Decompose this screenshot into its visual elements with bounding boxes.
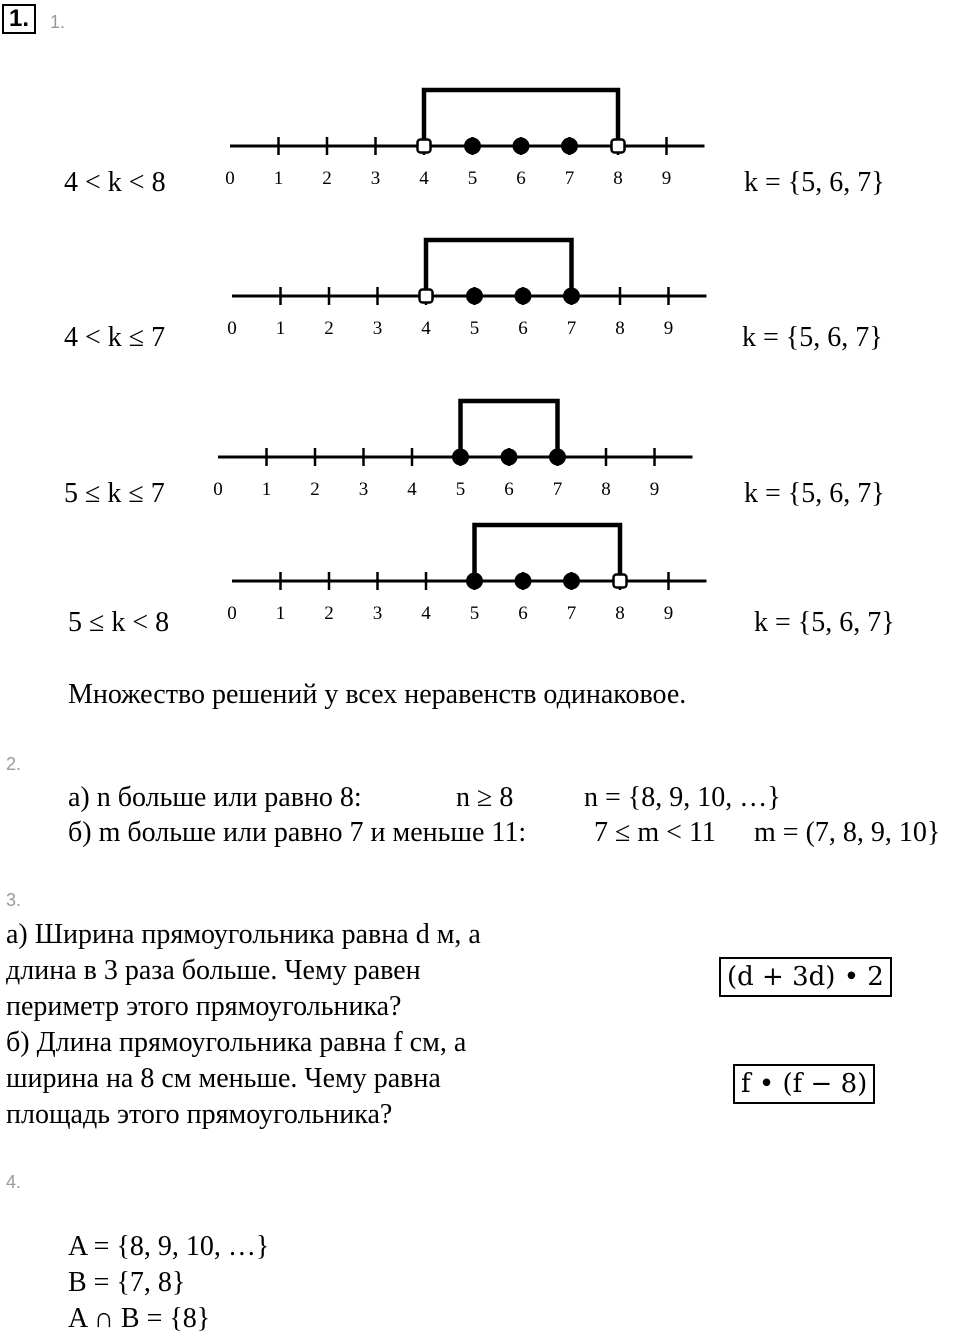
task-2a-inequality: n ≥ 8 [456, 782, 514, 813]
tick-label-0: 0 [227, 318, 237, 339]
filled-point-5 [464, 138, 481, 155]
tick-label-9: 9 [663, 603, 674, 624]
task-2a-text: а) n больше или равно 8: [68, 782, 362, 813]
set-b: B = {7, 8} [68, 1267, 186, 1298]
tick-label-1: 1 [273, 168, 284, 189]
open-point-8 [614, 575, 627, 588]
set-intersection: A ∩ B = {8} [68, 1303, 211, 1334]
tick-label-4: 4 [419, 168, 429, 189]
formula-perimeter: (d + 3d) • 2 [719, 957, 892, 997]
tick-label-3: 3 [370, 168, 381, 189]
filled-point-5 [466, 573, 483, 590]
tick-label-8: 8 [615, 603, 625, 624]
task-3b-line-2: ширина на 8 см меньше. Чему равна [6, 1063, 441, 1094]
tick-label-0: 0 [225, 168, 235, 189]
task-2a-set: n = {8, 9, 10, …} [584, 782, 781, 813]
tick-label-9: 9 [649, 479, 660, 500]
number-line-3 [213, 397, 706, 512]
tick-label-5: 5 [467, 168, 478, 189]
tick-label-0: 0 [213, 479, 223, 500]
filled-point-6 [513, 138, 530, 155]
task-3b-line-3: площадь этого прямоугольника? [6, 1099, 393, 1130]
tick-label-5: 5 [469, 318, 480, 339]
number-line-2 [227, 236, 720, 351]
tick-label-5: 5 [455, 479, 466, 500]
tick-label-4: 4 [421, 603, 431, 624]
tick-label-1: 1 [275, 318, 286, 339]
task-number-box: 1. [2, 4, 36, 34]
tick-label-7: 7 [566, 318, 577, 339]
inequality-text: 4 < k ≤ 7 [64, 322, 166, 353]
tick-label-8: 8 [613, 168, 623, 189]
tick-label-2: 2 [310, 479, 320, 500]
task-2-number: 2. [6, 754, 22, 774]
open-point-4 [420, 290, 433, 303]
formula-area: f • (f − 8) [733, 1064, 875, 1104]
tick-label-7: 7 [566, 603, 577, 624]
task-4-number: 4. [6, 1172, 22, 1192]
task-1-number: 1. [50, 12, 66, 32]
tick-label-9: 9 [663, 318, 674, 339]
tick-label-6: 6 [518, 318, 528, 339]
set-a: A = {8, 9, 10, …} [68, 1231, 270, 1262]
tick-label-8: 8 [601, 479, 611, 500]
inequality-text: 5 ≤ k < 8 [68, 607, 170, 638]
result-set: k = {5, 6, 7} [742, 322, 883, 353]
open-point-8 [612, 140, 625, 153]
open-point-4 [418, 140, 431, 153]
tick-label-5: 5 [469, 603, 480, 624]
result-set: k = {5, 6, 7} [754, 607, 895, 638]
tick-label-4: 4 [407, 479, 417, 500]
task-3a-line-2: длина в 3 раза больше. Чему равен [6, 955, 421, 986]
number-line-1 [225, 86, 718, 201]
filled-point-5 [466, 288, 483, 305]
tick-label-6: 6 [504, 479, 514, 500]
conclusion-text: Множество решений у всех неравенств одинаковое. [68, 679, 687, 710]
tick-label-3: 3 [358, 479, 369, 500]
tick-label-8: 8 [615, 318, 625, 339]
task-2b-text: б) m больше или равно 7 и меньше 11: [68, 817, 527, 848]
tick-label-0: 0 [227, 603, 237, 624]
filled-point-7 [563, 288, 580, 305]
tick-label-4: 4 [421, 318, 431, 339]
result-set: k = {5, 6, 7} [744, 478, 885, 509]
tick-label-9: 9 [661, 168, 672, 189]
filled-point-7 [563, 573, 580, 590]
tick-label-1: 1 [261, 479, 272, 500]
inequality-text: 5 ≤ k ≤ 7 [64, 478, 165, 509]
tick-label-3: 3 [372, 603, 383, 624]
task-2b-inequality: 7 ≤ m < 11 [594, 817, 716, 848]
filled-point-7 [549, 449, 566, 466]
filled-point-5 [452, 449, 469, 466]
number-line-4 [227, 521, 720, 636]
tick-label-7: 7 [564, 168, 575, 189]
task-3a-line-3: периметр этого прямоугольника? [6, 991, 402, 1022]
tick-label-2: 2 [324, 603, 334, 624]
filled-point-7 [561, 138, 578, 155]
tick-label-3: 3 [372, 318, 383, 339]
tick-label-7: 7 [552, 479, 563, 500]
tick-label-6: 6 [516, 168, 526, 189]
filled-point-6 [515, 288, 532, 305]
tick-label-6: 6 [518, 603, 528, 624]
filled-point-6 [515, 573, 532, 590]
interval-bracket [475, 525, 621, 581]
inequality-text: 4 < k < 8 [64, 167, 166, 198]
result-set: k = {5, 6, 7} [744, 167, 885, 198]
tick-label-2: 2 [322, 168, 332, 189]
filled-point-6 [501, 449, 518, 466]
task-3b-line-1: б) Длина прямоугольника равна f см, а [6, 1027, 467, 1058]
tick-label-1: 1 [275, 603, 286, 624]
task-3-number: 3. [6, 890, 22, 910]
interval-bracket [426, 240, 572, 296]
tick-label-2: 2 [324, 318, 334, 339]
task-3a-line-1: а) Ширина прямоугольника равна d м, а [6, 919, 481, 950]
task-2b-set: m = (7, 8, 9, 10} [754, 817, 941, 848]
